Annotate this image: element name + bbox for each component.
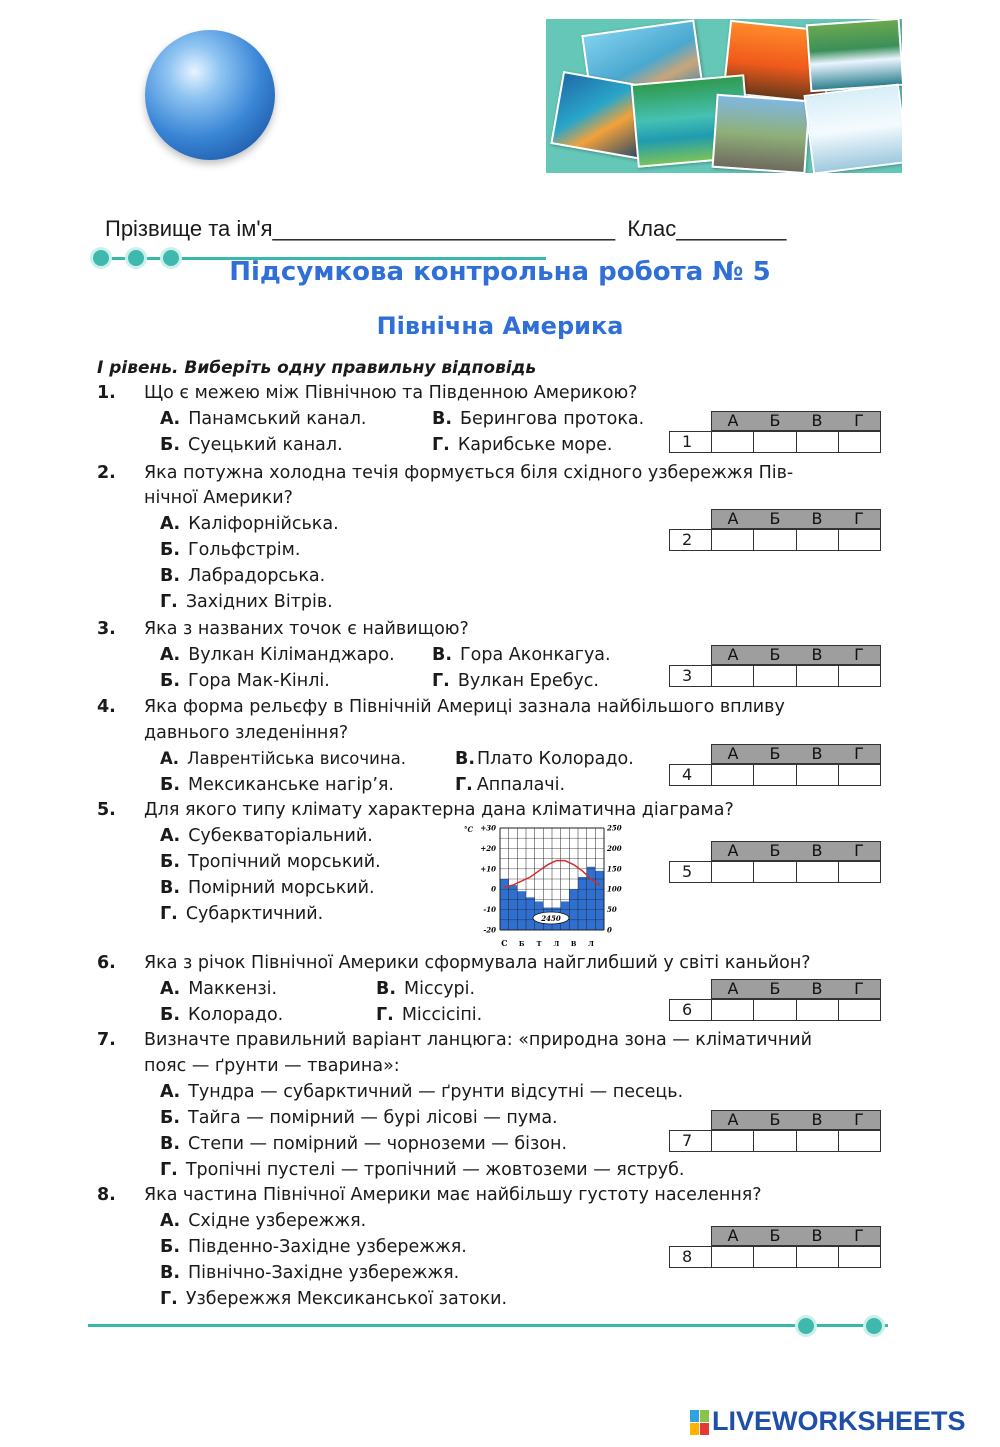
answer-cell[interactable] (754, 666, 796, 686)
option-a: А. Східне узбережжя. (160, 1211, 367, 1231)
answer-cell[interactable] (712, 862, 754, 882)
option-a: А. Маккензі. (160, 979, 278, 999)
option-a: А. Вулкан Кіліманджаро. (160, 645, 395, 665)
precip-bar (526, 897, 535, 930)
option-c: В. Північно-Західне узбережжя. (160, 1263, 460, 1283)
answer-cell[interactable] (754, 1000, 796, 1020)
answer-cell[interactable] (797, 530, 839, 550)
option-a: А. Субекваторіальний. (160, 826, 373, 846)
right-tick-label: 100 (607, 884, 622, 894)
left-tick-label: -20 (483, 925, 496, 935)
precip-bar (578, 877, 587, 930)
option-d: Г. Узбережжя Мексиканської затоки. (160, 1289, 508, 1309)
right-tick-label: 50 (607, 905, 617, 915)
question-text-cont: давнього зледеніння? (144, 723, 349, 743)
option-b: Б. Гора Мак-Кінлі. (160, 671, 330, 691)
left-axis-ticks (480, 824, 496, 935)
liveworksheets-logo-icon (690, 1410, 710, 1436)
answer-grid-7: А Б В Г 7 (669, 1110, 881, 1152)
answer-cell[interactable] (839, 765, 880, 785)
left-tick-label: +30 (480, 823, 496, 833)
option-b: Б. Тропічний морський. (160, 852, 381, 872)
option-b: Б. Суецький канал. (160, 435, 343, 455)
question-number: 3. (97, 619, 116, 639)
answer-cell[interactable] (712, 1000, 754, 1020)
answer-cell[interactable] (797, 1000, 839, 1020)
photo-collage (546, 19, 902, 173)
month-label: В (570, 940, 577, 948)
photo-great-wall (712, 94, 811, 173)
liveworksheets-logo: LIVEWORKSHEETS (712, 1406, 966, 1436)
question-text: Яка форма рельєфу в Північній Америці зазнала найбільшого впливу (144, 697, 785, 717)
answer-cell[interactable] (754, 530, 796, 550)
month-label: Л (588, 940, 594, 948)
name-class-line: Прізвище та ім'я____________________________ Клас_________ (105, 216, 787, 241)
month-label: Т (536, 940, 542, 948)
divider-dot (798, 1318, 814, 1334)
worksheet-title: Підсумкова контрольна робота № 5 (229, 257, 771, 287)
option-b: Б. Мексиканське нагір’я. (160, 775, 394, 795)
option-d: Г. Карибське море. (432, 435, 613, 455)
month-labels (501, 938, 594, 948)
precip-bar (509, 885, 518, 930)
answer-cell[interactable] (839, 1131, 880, 1151)
month-label: Л (553, 940, 560, 948)
answer-cell[interactable] (797, 1247, 839, 1267)
option-a: А. Каліфорнійська. (160, 514, 339, 534)
globe-illustration (145, 30, 275, 160)
answer-grid-3: А Б В Г 3 (669, 645, 881, 687)
option-c: В. Гора Аконкагуа. (432, 645, 611, 665)
right-tick-label: 0 (607, 925, 612, 935)
answer-cell[interactable] (754, 765, 796, 785)
right-tick-label: 250 (607, 823, 622, 833)
option-d: Г. Міссісіпі. (376, 1005, 483, 1025)
answer-grid-6: А Б В Г 6 (669, 979, 881, 1021)
answer-cell[interactable] (712, 1131, 754, 1151)
option-a: А. Панамський канал. (160, 409, 367, 429)
option-d: Г. Субарктичний. (160, 904, 324, 924)
precip-bar (595, 871, 604, 930)
question-1 (97, 380, 116, 406)
option-c: В. Плато Колорадо. (455, 749, 634, 769)
answer-cell[interactable] (754, 1131, 796, 1151)
annual-precip-value: 2450 (541, 914, 561, 923)
option-b: Б. Гольфстрім. (160, 540, 301, 560)
option-d: Г. Тропічні пустелі — тропічний — жовтоземи — яструб. (160, 1160, 685, 1180)
left-tick-label: +10 (480, 864, 496, 874)
answer-cell[interactable] (712, 666, 754, 686)
answer-cell[interactable] (754, 1247, 796, 1267)
left-tick-label: -10 (483, 905, 496, 915)
option-c: В. Степи — помірний — чорноземи — бізон. (160, 1134, 568, 1154)
divider-dot (866, 1318, 882, 1334)
right-tick-label: 150 (607, 864, 622, 874)
answer-cell[interactable] (712, 765, 754, 785)
climate-diagram (462, 822, 642, 950)
photo-waterfall (806, 19, 902, 92)
answer-cell[interactable] (754, 432, 796, 452)
question-text: Яка з річок Північної Америки сформувала найглибший у світі каньйон? (144, 953, 811, 973)
option-d: Г. Західних Вітрів. (160, 592, 333, 612)
precip-bar (517, 891, 526, 930)
question-number: 7. (97, 1030, 116, 1050)
month-label: Б (518, 940, 525, 948)
option-b: Б. Тайга — помірний — бурі лісові — пума. (160, 1108, 558, 1128)
right-tick-label: 200 (607, 843, 622, 853)
option-b: Б. Південно-Західне узбережжя. (160, 1237, 467, 1257)
month-label: С (501, 938, 508, 948)
left-tick-label: 0 (491, 884, 496, 894)
answer-cell[interactable] (797, 432, 839, 452)
question-number: 8. (97, 1185, 116, 1205)
answer-cell[interactable] (839, 1247, 880, 1267)
question-text: Визначте правильний варіант ланцюга: «природна зона — кліматичний (144, 1030, 812, 1050)
answer-cell[interactable] (797, 1131, 839, 1151)
question-text-cont: пояс — ґрунти — тварина»: (144, 1056, 400, 1076)
answer-cell[interactable] (839, 530, 880, 550)
answer-cell[interactable] (797, 862, 839, 882)
option-b: Б. Колорадо. (160, 1005, 284, 1025)
answer-cell[interactable] (712, 432, 754, 452)
answer-cell[interactable] (797, 666, 839, 686)
answer-cell[interactable] (839, 1000, 880, 1020)
footer-divider (88, 1324, 888, 1327)
question-number: 1. (97, 383, 116, 403)
answer-cell[interactable] (839, 432, 880, 452)
option-c: В. Міссурі. (376, 979, 476, 999)
question-number: 2. (97, 463, 116, 483)
question-text: Яка частина Північної Америки має найбільшу густоту населення? (144, 1185, 762, 1205)
option-a: А. Тундра — субарктичний — ґрунти відсутні — песець. (160, 1082, 684, 1102)
question-text-cont: нічної Америки? (144, 488, 293, 508)
temp-unit-label: °С (464, 825, 474, 834)
option-d: Г. Аппалачі. (455, 775, 566, 795)
right-axis-ticks (606, 824, 622, 935)
question-text: Яка потужна холодна течія формується біля східного узбережжя Пів- (144, 463, 794, 483)
photo-penguins (803, 83, 902, 173)
answer-grid-2: А Б В Г 2 (669, 509, 881, 551)
answer-grid-1: А Б В Г 1 (669, 411, 881, 453)
answer-grid-5: А Б В Г 5 (669, 841, 881, 883)
answer-cell[interactable] (754, 862, 796, 882)
question-number: 6. (97, 953, 116, 973)
answer-grid-8: А Б В Г 8 (669, 1226, 881, 1268)
worksheet-topic: Північна Америка (376, 312, 624, 340)
question-text: Яка з названих точок є найвищою? (144, 619, 469, 639)
level-heading: І рівень. Виберіть одну правильну відповідь (97, 358, 537, 378)
option-c: В. Берингова протока. (432, 409, 645, 429)
option-c: В. Помірний морський. (160, 878, 375, 898)
answer-cell[interactable] (712, 1247, 754, 1267)
answer-cell[interactable] (839, 666, 880, 686)
question-text: Для якого типу клімату характерна дана кліматична діаграма? (144, 800, 734, 820)
answer-cell[interactable] (712, 530, 754, 550)
answer-cell[interactable] (797, 765, 839, 785)
option-c: В. Лабрадорська. (160, 566, 326, 586)
question-number: 5. (97, 800, 116, 820)
question-text: Що є межею між Північною та Південною Америкою? (144, 383, 638, 403)
left-tick-label: +20 (480, 843, 496, 853)
question-number: 4. (97, 697, 116, 717)
answer-cell[interactable] (839, 862, 880, 882)
option-a: А. Лаврентійська височина. (160, 749, 406, 768)
answer-grid-4: А Б В Г 4 (669, 744, 881, 786)
option-d: Г. Вулкан Еребус. (432, 671, 599, 691)
